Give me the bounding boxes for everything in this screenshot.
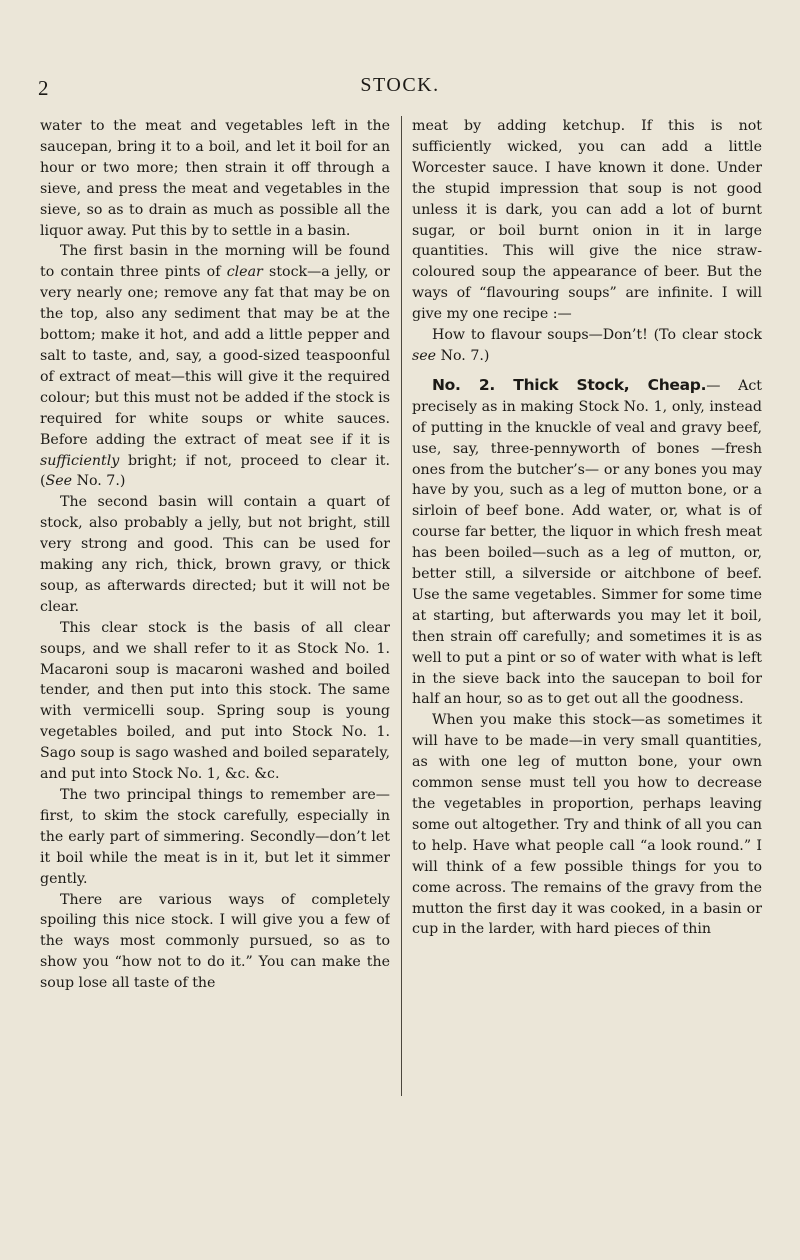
page-header: [0, 58, 800, 98]
right-column: [412, 116, 762, 1226]
paragraph: The first basin in the morning will be found to contain three pints of clear stock—a jelly, or very nearly one; remove any fat that may be on the top, also any sediment that may be at the bottom; make it hot, and add a little pepper and salt to taste, and, say, a good-sized teaspoonful of extract of meat—this will give it the required colour; but this must not be added if the stock is required for white soups or white sauces. Before adding the extract of meat see if it is sufficiently bright; if not, proceed to clear it. (See No. 7.): [40, 243, 390, 490]
paragraph: How to flavour soups—Don’t! (To clear stock see No. 7.): [412, 327, 762, 364]
text-columns: [40, 116, 762, 1226]
column-divider: [401, 116, 402, 1096]
left-column: [40, 116, 390, 1226]
paragraph: There are various ways of completely spoiling this nice stock. I will give you a few of the ways most commonly pursued, so as to show you “how not to do it.” You can make the soup lose all taste of the: [40, 891, 390, 992]
paragraph: When you make this stock—as sometimes it will have to be made—in very small quantities, as with one leg of mutton bone, your own common sense must tell you how to decrease the vegetables in proportion, perhaps leaving some out altogether. Try and think of all you can to help. Have what people call “a look round.” I will think of a few possible things for you to come across. The remains of the gravy from the mutton the first day it was cooked, in a basin or cup in the larder, with hard pieces of thin: [412, 712, 762, 938]
paragraph: water to the meat and vegetables left in the saucepan, bring it to a boil, and let it boil for an hour or two more; then strain it off through a sieve, and press the meat and vegetables in the sieve, so as to drain as much as possible all the liquor away. Put this by to settle in a basin.: [40, 118, 390, 239]
recipe-heading: No. 2. Thick Stock, Cheap.: [432, 375, 707, 394]
paragraph: The second basin will contain a quart of stock, also probably a jelly, but not bright, still very strong and good. This can be used for making any rich, thick, brown gravy, or thick soup, as afterwards directed; but it will not be clear.: [40, 494, 390, 615]
paragraph: The two principal things to remember are—first, to skim the stock carefully, especially in the early part of simmering. Secondly—don’t let it boil while the meat is in it, but let it simmer gently.: [40, 787, 390, 887]
paragraph: meat by adding ketchup. If this is not sufficiently wicked, you can add a little Worcester sauce. I have known it done. Under the stupid impression that soup is not good unless it is dark, you can add a lot of burnt sugar, or boil burnt onion in it in large quantities. This will give the nice straw-coloured soup the appearance of beer. But the ways of “flavouring soups” are infinite. I will give my one recipe :—: [412, 118, 762, 323]
paragraph: This clear stock is the basis of all clear soups, and we shall refer to it as Stock No. 1. Macaroni soup is macaroni washed and boiled tender, and then put into this stock. The same with vermicelli soup. Spring soup is young vegetables boiled, and put into Stock No. 1. Sago soup is sago washed and boiled separately, and put into Stock No. 1, &c. &c.: [40, 619, 390, 783]
running-head: STOCK.: [360, 74, 440, 96]
page-number: 2: [38, 76, 49, 100]
recipe-paragraph: No. 2. Thick Stock, Cheap.— Act precisely as in making Stock No. 1, only, instead of putting in the knuckle of veal and gravy beef, use, say, three-pennyworth of bones —fresh ones from the butcher’s— or any bones you may have by you, such as a leg of mutton bone, or a sirloin of beef bone. Add water, or, what is of course far better, the liquor in which fresh meat has been boiled—such as a leg of mutton, or, better still, a silverside or aitchbone of beef. Use the same vegetables. Simmer for some time at starting, but afterwards you may let it boil, then strain off carefully; and sometimes it is as well to put a pint or so of water with what is left in the sieve back into the saucepan to boil for half an hour, so as to get out all the goodness.: [412, 375, 762, 708]
